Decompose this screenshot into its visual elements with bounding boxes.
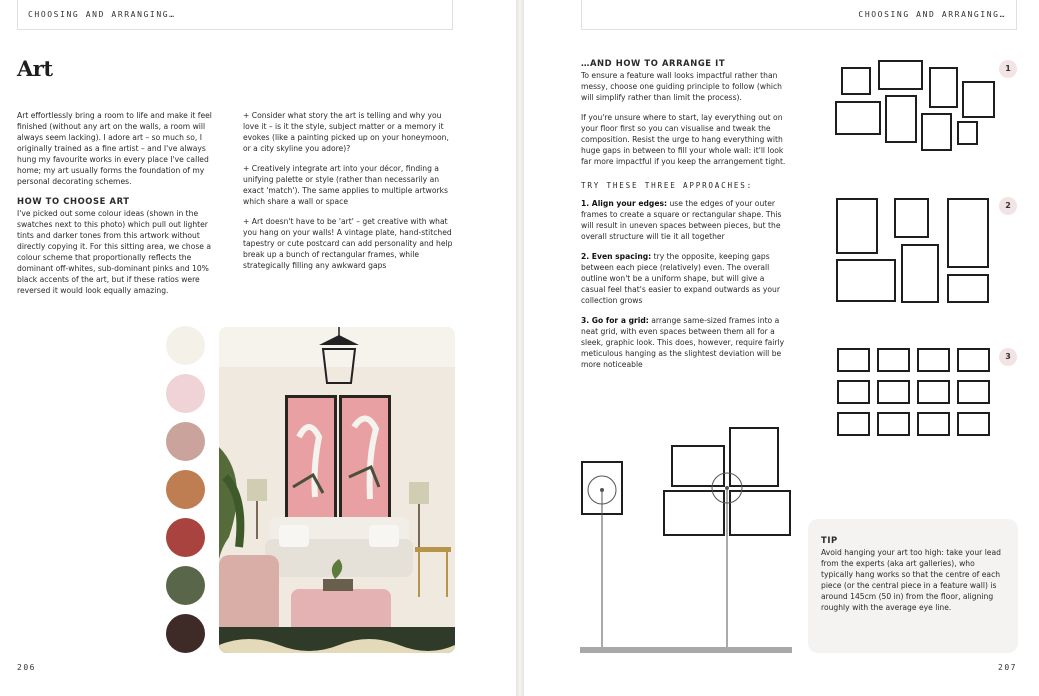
- grid-frame: [958, 413, 989, 435]
- left-column: [17, 110, 227, 305]
- tip-heading: TIP: [821, 535, 838, 545]
- grid-frame: [958, 349, 989, 371]
- arrange-paragraph: To ensure a feature wall looks impactful rather than messy, choose one guiding principle to follow (which will simplify rather than limit the process).: [581, 71, 782, 102]
- approach-badge-1: 1: [999, 60, 1017, 78]
- tip-item: + Consider what story the art is telling and why you love it – is it the style, subject matter or a memory it evokes (like a painting picked up on your honeymoon, or a city skyline you adore)?: [243, 111, 449, 153]
- grid-frame: [878, 381, 909, 403]
- layout-even-spacing: [832, 194, 997, 306]
- grid-frame: [838, 349, 869, 371]
- running-head-left: CHOOSING AND ARRANGING…: [17, 0, 453, 30]
- grid-frame: [878, 349, 909, 371]
- colour-swatch: [166, 470, 205, 509]
- colour-swatch: [166, 566, 205, 605]
- colour-swatch: [166, 326, 205, 365]
- arrange-column: [581, 58, 791, 379]
- book-gutter: [516, 0, 524, 696]
- running-head-right: CHOOSING AND ARRANGING…: [581, 0, 1017, 30]
- approach-lead: 2. Even spacing:: [581, 252, 652, 261]
- choose-heading: HOW TO CHOOSE ART: [17, 196, 130, 206]
- tip-item: + Creatively integrate art into your décor, finding a unifying palette or style (rather than necessarily an exact 'match'). The same applies to multiple artworks which share a wall or space: [243, 164, 448, 206]
- grid-frame: [878, 413, 909, 435]
- tip-box: [808, 519, 1018, 653]
- colour-swatch: [166, 422, 205, 461]
- approach-item: [581, 315, 791, 370]
- tip-text: Avoid hanging your art too high: take your lead from the experts (aka art galleries), who typically hang works so that the centre of each piece (or the central piece in a feature wall) is around 145cm (50 in) from the floor, aligning roughly with the average eye line.: [821, 548, 1001, 612]
- approach-text: arrange same-sized frames into a neat grid, with even spaces between them all for a sleek, graphic look. This does, however, require fairly meticulous hanging as the slightest deviation will be more noticeable: [581, 316, 785, 369]
- approaches-title: TRY THESE THREE APPROACHES:: [581, 181, 754, 190]
- intro-paragraph: Art effortlessly bring a room to life and make it feel finished (without any art on the walls, a room will always seem lacking). I adore art – so much so, I originally trained as a fine artist – and I've always hung my favourite works in every place I've called home; my art usually forms the foundation of my personal decorating schemes.: [17, 111, 212, 186]
- sitting-room-photo: [219, 327, 455, 653]
- grid-frame: [918, 413, 949, 435]
- approach-lead: 1. Align your edges:: [581, 199, 668, 208]
- grid-frame: [918, 349, 949, 371]
- tip-item: + Art doesn't have to be 'art' – get creative with what you hang on your walls! A vintage plate, hand-stitched tapestry or cute postcard can add personality and help break up a bunch of rectangular frames, while strategically filling any awkward gaps: [243, 217, 453, 270]
- grid-frame: [838, 381, 869, 403]
- page-number-right: 207: [998, 663, 1017, 672]
- page-title: Art: [17, 56, 53, 81]
- approach-badge-2: 2: [999, 197, 1017, 215]
- tips-column: [243, 110, 453, 280]
- approach-text: use the edges of your outer frames to create a square or rectangular shape. This will result in uneven spaces between pieces, but the overall structure will tie it all together: [581, 199, 782, 241]
- arrange-heading: …AND HOW TO ARRANGE IT: [581, 58, 726, 68]
- approach-badge-3: 3: [999, 348, 1017, 366]
- grid-frame: [838, 413, 869, 435]
- choose-paragraph: I've picked out some colour ideas (shown in the swatches next to this photo) which pull out lighter tints and darker tones from this artwork without directly copying it. For this sitting area, we chose a colour scheme that proportionally reflects the dominant off-whites, sub-dominant pinks and 10% black accents of the art, but if these ratios were reversed it would look equally amazing.: [17, 209, 212, 295]
- page-number-left: 206: [17, 663, 36, 672]
- layout-grid: [832, 344, 997, 440]
- approach-item: [581, 198, 791, 242]
- colour-swatch: [166, 614, 205, 653]
- colour-swatch: [166, 374, 205, 413]
- approach-lead: 3. Go for a grid:: [581, 316, 649, 325]
- grid-frame: [918, 381, 949, 403]
- layout-aligned-edges: [832, 58, 997, 154]
- approach-item: [581, 251, 791, 306]
- grid-frame: [958, 381, 989, 403]
- approach-text: try the opposite, keeping gaps between each piece (relatively) even. The overall outline won't be a uniform shape, but will give a casual feel that's easier to expand outwards as your collection grows: [581, 252, 780, 305]
- colour-swatch: [166, 518, 205, 557]
- hanging-height-diagram: [578, 422, 794, 656]
- arrange-paragraph: If you're unsure where to start, lay everything out on your floor first so you can visualise and tweak the composition. Resist the urge to hang everything with huge gaps in between to fill your whole wall: it'll look far more impactful if you keep the arrangement tight.: [581, 113, 786, 166]
